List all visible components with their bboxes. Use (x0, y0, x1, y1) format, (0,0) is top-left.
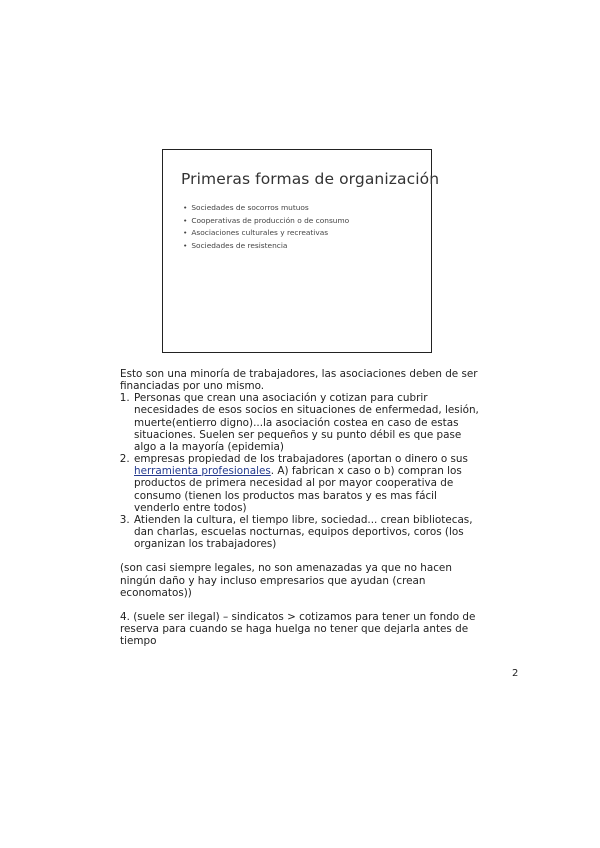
notes-list (120, 392, 480, 550)
slide-bullet: • Cooperativas de producción o de consumo (183, 215, 349, 228)
notes-item-2-end: . A) fabrican x caso o b) compran los productos de primera necesidad al por mayor cooperativa de consumo (tienen los productos mas baratos y es mas fácil venderlo entre todos) (134, 465, 462, 514)
slide-bullet: • Asociaciones culturales y recreativas (183, 227, 349, 240)
slide-bullet-list (183, 202, 349, 252)
slide-title: Primeras formas de organización (181, 170, 440, 188)
notes-item-2-start: empresas propiedad de los trabajadores (aportan o dinero o sus (134, 453, 468, 466)
page-number: 2 (512, 668, 519, 679)
slide-thumbnail (162, 149, 440, 353)
spacer (120, 599, 480, 611)
notes-parenthetical: (son casi siempre legales, no son amenazadas ya que no hacen ningún daño y hay incluso empresarios que ayudan (crean economatos)) (120, 562, 452, 599)
spacer (120, 550, 480, 562)
slide-bullet: • Sociedades de socorros mutuos (183, 202, 349, 215)
notes-item-1: 1. Personas que crean una asociación y cotizan para cubrir necesidades de esos socios en situaciones de enfermedad, lesión, muerte(entierro digno)...la asociación costea en caso de estas situaciones. Suelen ser pequeños y su punto débil es que pase algo a la mayoría (epidemia) (133, 392, 480, 453)
handwritten-notes (120, 368, 480, 647)
notes-item-4: 4. (suele ser ilegal) – sindicatos > cotizamos para tener un fondo de reserva para cuando se haga huelga no tener que dejarla antes de tiempo (120, 610, 476, 648)
notes-item-2 (133, 453, 480, 514)
underlined-phrase: herramienta profesionales (134, 465, 271, 478)
notes-intro: Esto son una minoría de trabajadores, las asociaciones deben de ser financiadas por uno mismo. (120, 368, 478, 393)
notes-item-3: 3. Atienden la cultura, el tiempo libre, sociedad... crean bibliotecas, dan charlas, escuelas nocturnas, equipos deportivos, coros (los organizan los trabajadores) (133, 514, 480, 550)
slide-bullet: • Sociedades de resistencia (183, 240, 349, 253)
